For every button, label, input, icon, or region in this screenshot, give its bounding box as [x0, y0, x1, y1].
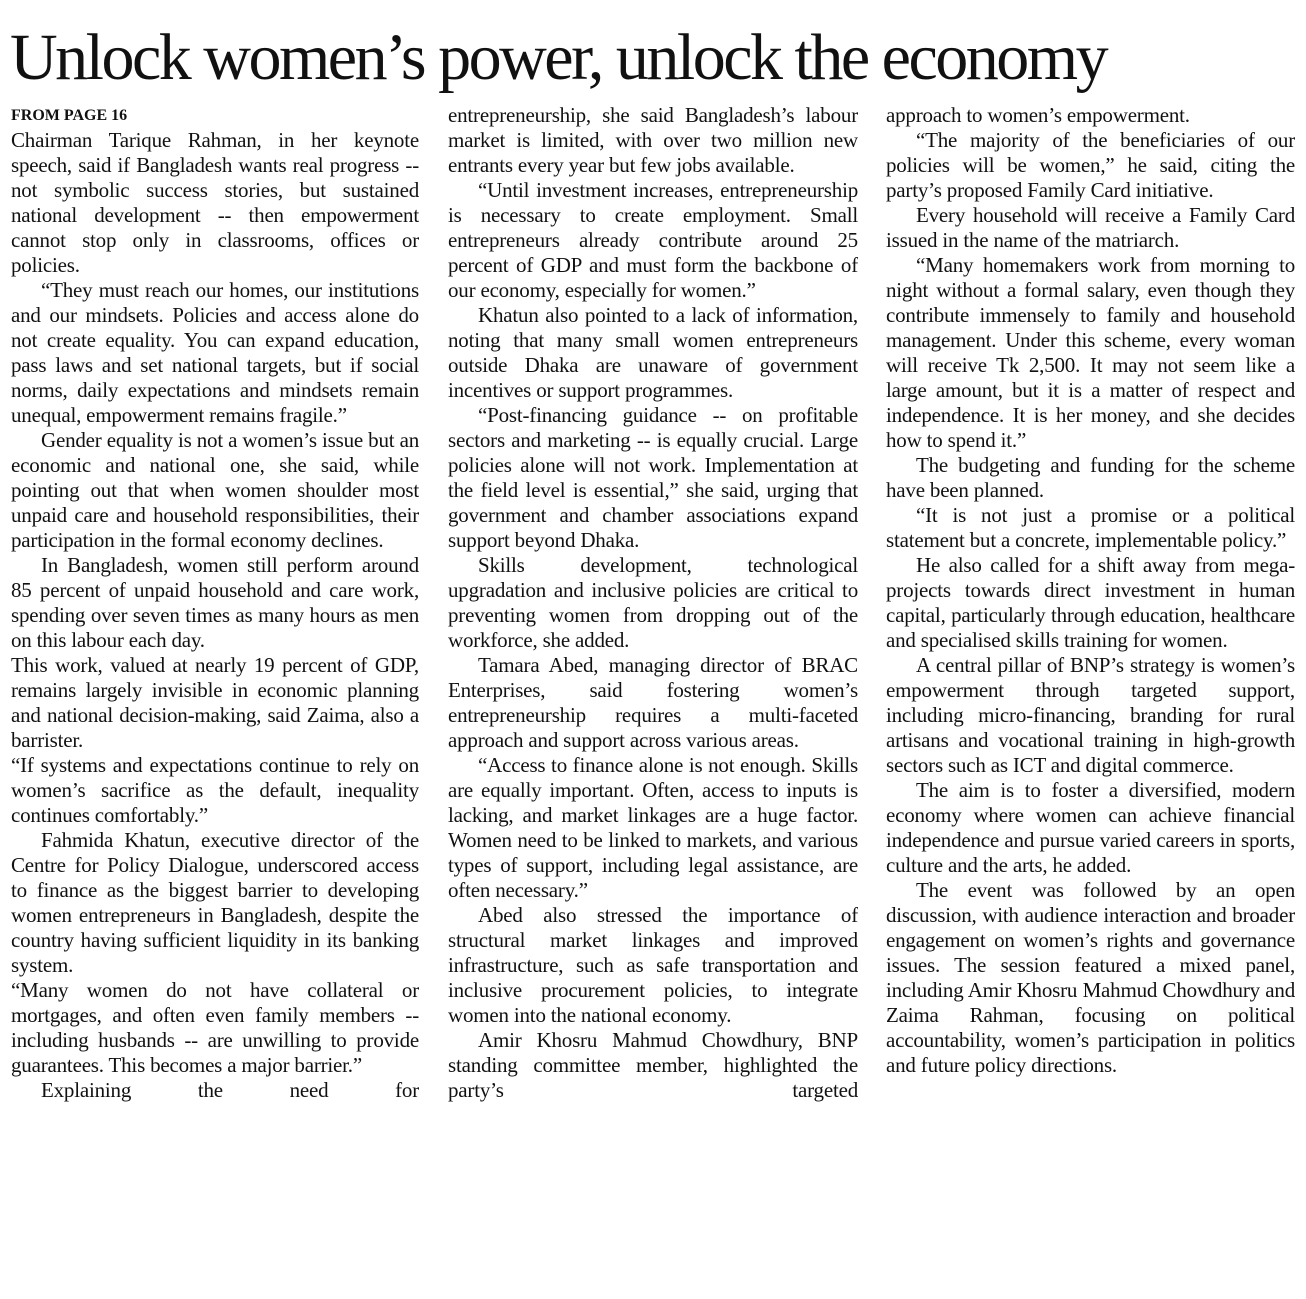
article-column-2 — [448, 103, 858, 1293]
paragraph: entrepreneurship, she said Bangladesh’s labour market is limited, with over two million new entrants every year but few jobs available. — [448, 103, 858, 177]
paragraph: “Access to finance alone is not enough. Skills are equally important. Often, access to inputs is lacking, and market linkages are a huge factor. Women need to be linked to markets, and various types of support, including legal assistance, are often necessary.” — [448, 753, 858, 902]
paragraph: “Until investment increases, entrepreneurship is necessary to create employment. Small entrepreneurs already contribute around 25 percent of GDP and must form the backbone of our economy, especially for women.” — [448, 178, 858, 302]
article-column-3 — [886, 103, 1295, 1293]
paragraph: In Bangladesh, women still perform around 85 percent of unpaid household and care work, spending over seven times as many hours as men on this labour each day. — [11, 553, 419, 652]
paragraph: Every household will receive a Family Card issued in the name of the matriarch. — [886, 203, 1295, 252]
paragraph: The budgeting and funding for the scheme have been planned. — [886, 453, 1295, 502]
paragraph: “The majority of the beneficiaries of our policies will be women,” he said, citing the party’s proposed Family Card initiative. — [886, 128, 1295, 202]
paragraph: Skills development, technological upgradation and inclusive policies are critical to preventing women from dropping out of the workforce, she added. — [448, 553, 858, 652]
paragraph: “Post-financing guidance -- on profitable sectors and marketing -- is equally crucial. Large policies alone will not work. Implementation at the field level is essential,” she said, urging that government and chamber associations expand support beyond Dhaka. — [448, 403, 858, 552]
paragraph: Fahmida Khatun, executive director of the Centre for Policy Dialogue, underscored access to finance as the biggest barrier to developing women entrepreneurs in Bangladesh, despite the country having sufficient liquidity in its banking system. — [11, 828, 419, 977]
paragraph: The event was followed by an open discussion, with audience interaction and broader engagement on women’s rights and governance issues. The session featured a mixed panel, including Amir Khosru Mahmud Chowdhury and Zaima Rahman, focusing on political accountability, women’s participation in politics and future policy directions. — [886, 878, 1295, 1077]
paragraph: He also called for a shift away from mega-projects towards direct investment in human capital, particularly through education, healthcare and specialised skills training for women. — [886, 553, 1295, 652]
paragraph: “Many women do not have collateral or mortgages, and often even family members -- including husbands -- are unwilling to provide guarantees. This becomes a major barrier.” — [11, 978, 419, 1077]
paragraph: Abed also stressed the importance of structural market linkages and improved infrastructure, such as safe transportation and inclusive procurement policies, to integrate women into the national economy. — [448, 903, 858, 1027]
paragraph: A central pillar of BNP’s strategy is women’s empowerment through targeted support, including micro-financing, branding for rural artisans and vocational training in high-growth sectors such as ICT and digital commerce. — [886, 653, 1295, 777]
paragraph: Chairman Tarique Rahman, in her keynote speech, said if Bangladesh wants real progress -- not symbolic success stories, but sustained national development -- then empowerment cannot stop only in classrooms, offices or policies. — [11, 128, 419, 277]
paragraph: Amir Khosru Mahmud Chowdhury, BNP standing committee member, highlighted the party’s targeted — [448, 1028, 858, 1102]
paragraph: “If systems and expectations continue to rely on women’s sacrifice as the default, inequality continues comfortably.” — [11, 753, 419, 827]
paragraph: Gender equality is not a women’s issue but an economic and national one, she said, while pointing out that when women shoulder most unpaid care and household responsibilities, their participation in the formal economy declines. — [11, 428, 419, 552]
paragraph: Khatun also pointed to a lack of information, noting that many small women entrepreneurs outside Dhaka are unaware of government incentives or support programmes. — [448, 303, 858, 402]
paragraph: approach to women’s empowerment. — [886, 103, 1190, 127]
headline: Unlock women’s power, unlock the economy — [10, 21, 1107, 94]
paragraph: Tamara Abed, managing director of BRAC Enterprises, said fostering women’s entrepreneurship requires a multi-faceted approach and support across various areas. — [448, 653, 858, 752]
continuation-kicker: FROM PAGE 16 — [11, 107, 128, 124]
paragraph: The aim is to foster a diversified, modern economy where women can achieve financial independence and pursue varied careers in sports, culture and the arts, he added. — [886, 778, 1295, 877]
article-column-1 — [11, 103, 419, 1293]
paragraph: Explaining the need for — [41, 1078, 419, 1102]
paragraph: “Many homemakers work from morning to night without a formal salary, even though they contribute immensely to family and household management. Under this scheme, every woman will receive Tk 2,500. It may not seem like a large amount, but it is a matter of respect and independence. It is her money, and she decides how to spend it.” — [886, 253, 1295, 452]
paragraph: “They must reach our homes, our institutions and our mindsets. Policies and access alone do not create equality. You can expand education, pass laws and set national targets, but if social norms, daily expectations and mindsets remain unequal, empowerment remains fragile.” — [11, 278, 419, 427]
paragraph: This work, valued at nearly 19 percent of GDP, remains largely invisible in economic planning and national decision-making, said Zaima, also a barrister. — [11, 653, 419, 752]
paragraph: “It is not just a promise or a political statement but a concrete, implementable policy.” — [886, 503, 1295, 552]
